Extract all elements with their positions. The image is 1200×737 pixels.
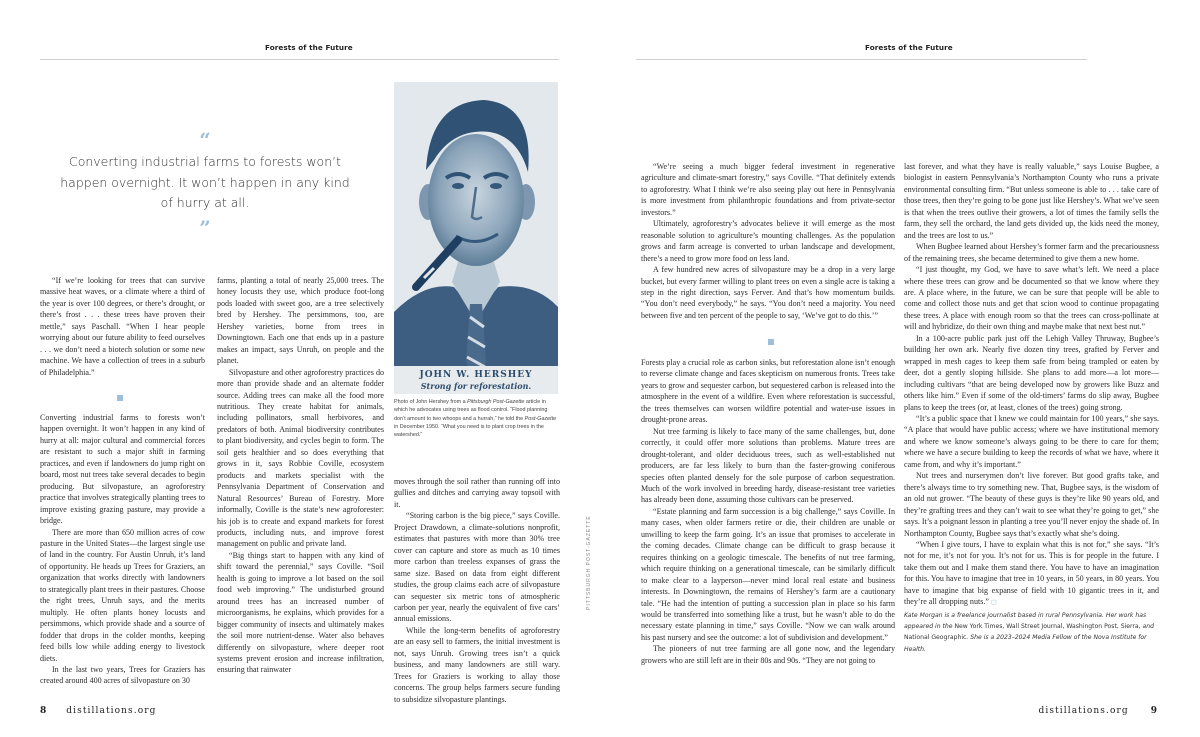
publication-list: New York Times, Wall Street Journal, Washington Post, Sierra, [954, 623, 1141, 631]
paragraph: The pioneers of nut tree farming are all gone now, and the legendary growers who are still left are in their 80s and 90s. “They are not going to [641, 644, 895, 665]
paragraph: “When I give tours, I have to explain what this is not for,” she says. “It’s not for me, it’s not for you. It’s not for us. This is for people in the future. I take them out and I make them stand there. You have to have an imagination for this. You have to imagine that tree in 10 years, in 50 years, in 80 years. You have to imagine that big expanse of field with 10 gigantic trees in it, and they’re all dropping nuts.” [904, 539, 1159, 607]
photo-headline-sub: Strong for reforestation. [420, 381, 532, 391]
paragraph: moves through the soil rather than running off into gullies and ditches and carrying away topsoil with it. [394, 477, 560, 509]
column-1-bottom [40, 412, 205, 687]
paragraph: Ultimately, agroforestry’s advocates believe it will emerge as the most reasonable solution to agriculture’s mounting challenges. As the population grows and farm acreage is converted to urban landscape and development, there’s a need to grow more food on less land. [641, 219, 895, 263]
photo-credit: PITTSBURGH POST-GAZETTE [586, 515, 592, 610]
page-number: 9 [1150, 706, 1157, 716]
paragraph: “I just thought, my God, we have to save what’s left. We need a place where these trees can grow and be documented so that we know where they are. A place where, in the future, we can be sure that people will be able to come and collect those nuts and get that scion wood to continue propagating these trees. A place with enough room so that the trees can cross-pollinate at will and hybridize, do their own thing and maybe make that next best nut.” [904, 265, 1159, 332]
paragraph: While the long-term benefits of agroforestry are an easy sell to farmers, the initial investment is not, says Unruh. Growing trees isn’t a quick business, and many landowners are still wary. Trees for Graziers is working to allay those concerns. The group helps farmers secure funding to subsidize silvopasture plantings. [394, 625, 560, 704]
section-break-marker [768, 339, 774, 345]
close-quote-icon: ” [199, 215, 211, 240]
paragraph: There are more than 650 million acres of cow pasture in the United States—the largest single use of land in the country. For Austin Unruh, it’s land of opportunity. He heads up Trees for Graziers, an organization that works directly with landowners to strategically plant trees in their pastures. Choose the right trees, Unruh says, and the merits multiply. He often plants honey locusts and persimmons, which provide shade and a source of fodder that drops in the colder months, keeping feed bills low while adding energy to livestock diets. [40, 527, 205, 663]
folio-right [1038, 706, 1157, 716]
column-1-top [40, 275, 205, 378]
photo-headline-name: JOHN W. HERSHEY [419, 370, 533, 380]
header-rule-left [40, 59, 559, 60]
folio-left [40, 706, 157, 716]
column-2 [217, 275, 384, 676]
paragraph: Nut tree farming is likely to face many of the same challenges, but, done correctly, it could offer more solutions than problems. Mature trees are drought-tolerant, and older deciduous trees, such as well-established nut producers, are far less likely to burn than the faster-growing coniferous species often planted densely for the sole purpose of carbon sequestration. Much of the work involved in breeding hardy, disease-resistant tree varieties has already been done, assuming those cultivars can be preserved. [641, 426, 895, 505]
paragraph: In the last two years, Trees for Graziers has created around 400 acres of silvopasture on 30 [40, 664, 205, 686]
open-quote-icon: “ [199, 128, 211, 152]
column-5 [904, 161, 1159, 655]
paragraph: Forests play a crucial role as carbon sinks, but reforestation alone isn’t enough to reverse climate change and faces skepticism on numerous fronts. Trees take years to grow and sequester carbon, but sequestered carbon is released into the atmosphere in the event of a wildfire. Even where reforestation is successful, the trees themselves can worsen wildfire potential and water-use issues in drought-prone areas. [641, 358, 895, 425]
section-break-marker [117, 395, 123, 401]
paragraph: Nut trees and nurserymen don’t live forever. But good grafts take, and there’s always time to try something new. That, Bugbee says, is the wisdom of an old nut grower. “The beauty of these guys is they’re like 90 years old, and they’re grafting trees and they can’t wait to see what they’re going to get,” she says. It’s a poignant lesson in planting a tree you’ll never enjoy the shade of. In Northampton County, Bugbee says that’s exactly what she’s doing. [904, 471, 1159, 538]
pull-quote [60, 130, 350, 238]
photo-caption: Photo of John Hershey from a Pittsburgh Post-Gazette article in which he advocates using trees as flood control. “Flood planning don’t amount to two whoops and a hurrah,” he told the Post-Gazette in December 1950. “What you need is to plant crop trees in the watershed.” [394, 399, 557, 439]
running-head-left: Forests of the Future [265, 43, 353, 52]
paragraph: “Estate planning and farm succession is a big challenge,” says Coville. In many cases, when older farmers retire or die, their children are unable or unwilling to keep the farm going. It’s an issue that promises to accelerate in the coming decades. Climate change can be difficult to grasp because it requires thinking on a geologic timescale. The benefits of nut tree farming, which require thinking on a generational timescale, can be similarly difficult to make clear to a layperson—never mind local real estate and business interests. In Downingtown, the remains of Hershey’s farm are a cautionary tale. “He had the intention of putting a succession plan in place so his farm would be transferred into something like a trust, but he wasn’t able to do the necessary estate planning in time,” says Coville. “Now we can walk around his past nursery and see the outcome: a lot of subdivision and development.” [641, 506, 895, 642]
paragraph: “It’s a public space that I knew we could maintain for 100 years,” she says. “A place that would have public access; where we have institutional memory and where we know someone’s always going to be there to care for them; where we have a secure building to keep the records of what we have, where it came from, and why it’s important.” [904, 413, 1159, 469]
paragraph: “Storing carbon is the big piece,” says Coville. Project Drawdown, a climate-solutions nonprofit, estimates that pastures with more than 30% tree cover can capture and store as much as 10 times more carbon than treeless expanses of grass the same size. Based on data from eight different studies, the group claims each acre of silvopasture can sequester six metric tons of atmospheric carbon per year, nearly the equivalent of five cars’ annual emissions. [394, 511, 560, 624]
pull-quote-text: Converting industrial farms to forests won’t happen overnight. It won’t happen in any kind of hurry at all. [60, 154, 350, 211]
end-mark-icon: ◻ [990, 598, 997, 607]
paragraph: last forever, and what they have is really valuable,” says Louise Bugbee, a biologist in eastern Pennsylvania’s Northampton County who runs a private environmental consulting firm. “But unless someone is able to . . . take care of those trees, then they’re going to be gone just like Hershey’s. What we’ve seen is that when the trees outlive their growers, a lot of times the family sells the farm, they sell the orchard, the land gets divided up, the kids need the money, and the trees are lost to us.” [904, 162, 1159, 240]
hershey-newspaper-photo [394, 82, 558, 394]
column-4-bottom [641, 357, 895, 666]
site-url: distillations.org [1038, 706, 1129, 716]
column-3 [394, 476, 560, 705]
running-head-right: Forests of the Future [865, 43, 953, 52]
author-bio: Kate Morgan is a freelance journalist based in rural Pennsylvania. Her work has appeared in the New York Times, Wall Street Journal, Washington Post, Sierra, and National Geographic. She is a 2023–2024 Media Fellow of the Nova Institute for Health. [904, 611, 1155, 653]
publication-name: Post-Gazette [524, 415, 557, 422]
header-rule-right [636, 59, 1087, 60]
paragraph: In a 100-acre public park just off the Lehigh Valley Thruway, Bugbee’s building her own ark. Nearly five dozen tiny trees, grafted by Ferver and wrapped in mesh cages to keep them safe from being trampled or eaten by deer, dot a gently sloping hillside. She plans to add more—a lot more—including cultivars “that are being developed now by growers like Buzz and others like him.” Even if some of the old-timers’ farms do slip away, Bugbee plans to keep the trees (or, at least, clones of the trees) going strong. [904, 333, 1159, 412]
page-number: 8 [40, 706, 47, 716]
paragraph: When Bugbee learned about Hershey’s former farm and the precariousness of the remaining trees, she became determined to give them a new home. [904, 242, 1159, 263]
paragraph: “Big things start to happen with any kind of shift toward the perennial,” says Coville. “Soil health is going to improve a lot based on the soil food web improving.” The undisturbed ground around trees has an increased number of microorganisms, he explains, which provides for a bigger community of insects and ultimately makes the soil more nutrient-dense. Water also behaves differently on silvopasture, where deeper root systems prevent erosion and increase infiltration, ensuring that rainwater [217, 550, 384, 675]
paragraph: “If we’re looking for trees that can survive massive heat waves, or a climate where a third of the year is over 100 degrees, or there’s drought, or there’s frost . . . these trees have proven their mettle,” says Paschall. “When I hear people worrying about our future ability to feed ourselves . . . we don’t need a biotech solution or some new machine. We have a collection of trees in a suburb of Philadelphia.” [40, 276, 205, 377]
paragraph: farms, planting a total of nearly 25,000 trees. The honey locusts they use, which produce foot-long pods loaded with sweet goo, are a tree selectively bred by Hershey. The persimmons, too, are Hershey varieties, borne from trees in Downingtown. Each one that ends up in a pasture makes an impact, says Unruh, on people and the planet. [217, 276, 384, 366]
column-4 [641, 161, 895, 321]
portrait-illustration [394, 82, 558, 394]
paragraph: “We’re seeing a much bigger federal investment in regenerative agriculture and climate-smart forestry,” says Coville. “That definitely extends to agroforestry. What I think we’re also seeing play out here in Pennsylvania is more investment from philanthropic foundations and from private-sector investors.” [641, 162, 895, 217]
paragraph: Silvopasture and other agroforestry practices do more than provide shade and an alternate fodder source. Adding trees can make all the food more nutritious. They create habitat for animals, including pollinators, small herbivores, and predators of both. Animal biodiversity contributes to plant biodiversity, and cycles begin to form. The soil gets healthier and so does everything that grows in it, says Robbie Coville, ecosystem products and markets specialist with the Pennsylvania Department of Conservation and Natural Resources’ Bureau of Forestry. More informally, Coville is the state’s new agroforester: his job is to create and expand markets for forest products, including nuts, and improve forest management on public and private land. [217, 367, 384, 549]
publication-name: National Geographic [904, 634, 967, 642]
paragraph: Converting industrial farms to forests won’t happen overnight. It won’t happen in any kind of hurry at all: major cultural and commercial forces are resistant to such a major shift in farming practices, and even if landowners do jump right on board, most nut trees take several decades to begin producing. But silvopasture, an agroforestry practice that involves strategically planting trees to improve existing grazing pasture, may provide a bridge. [40, 413, 205, 526]
paragraph: A few hundred new acres of silvopasture may be a drop in a very large bucket, but every farmer willing to plant trees on even a single acre is taking a step in the right direction, says Ferver. And that’s how momentum builds. “You don’t need everybody,” he says. “You don’t need a majority. You need between five and ten percent of the people to say, ‘We’ve got to do this.’” [641, 265, 895, 320]
publication-name: Pittsburgh Post-Gazette [467, 399, 525, 405]
site-url: distillations.org [66, 706, 157, 716]
